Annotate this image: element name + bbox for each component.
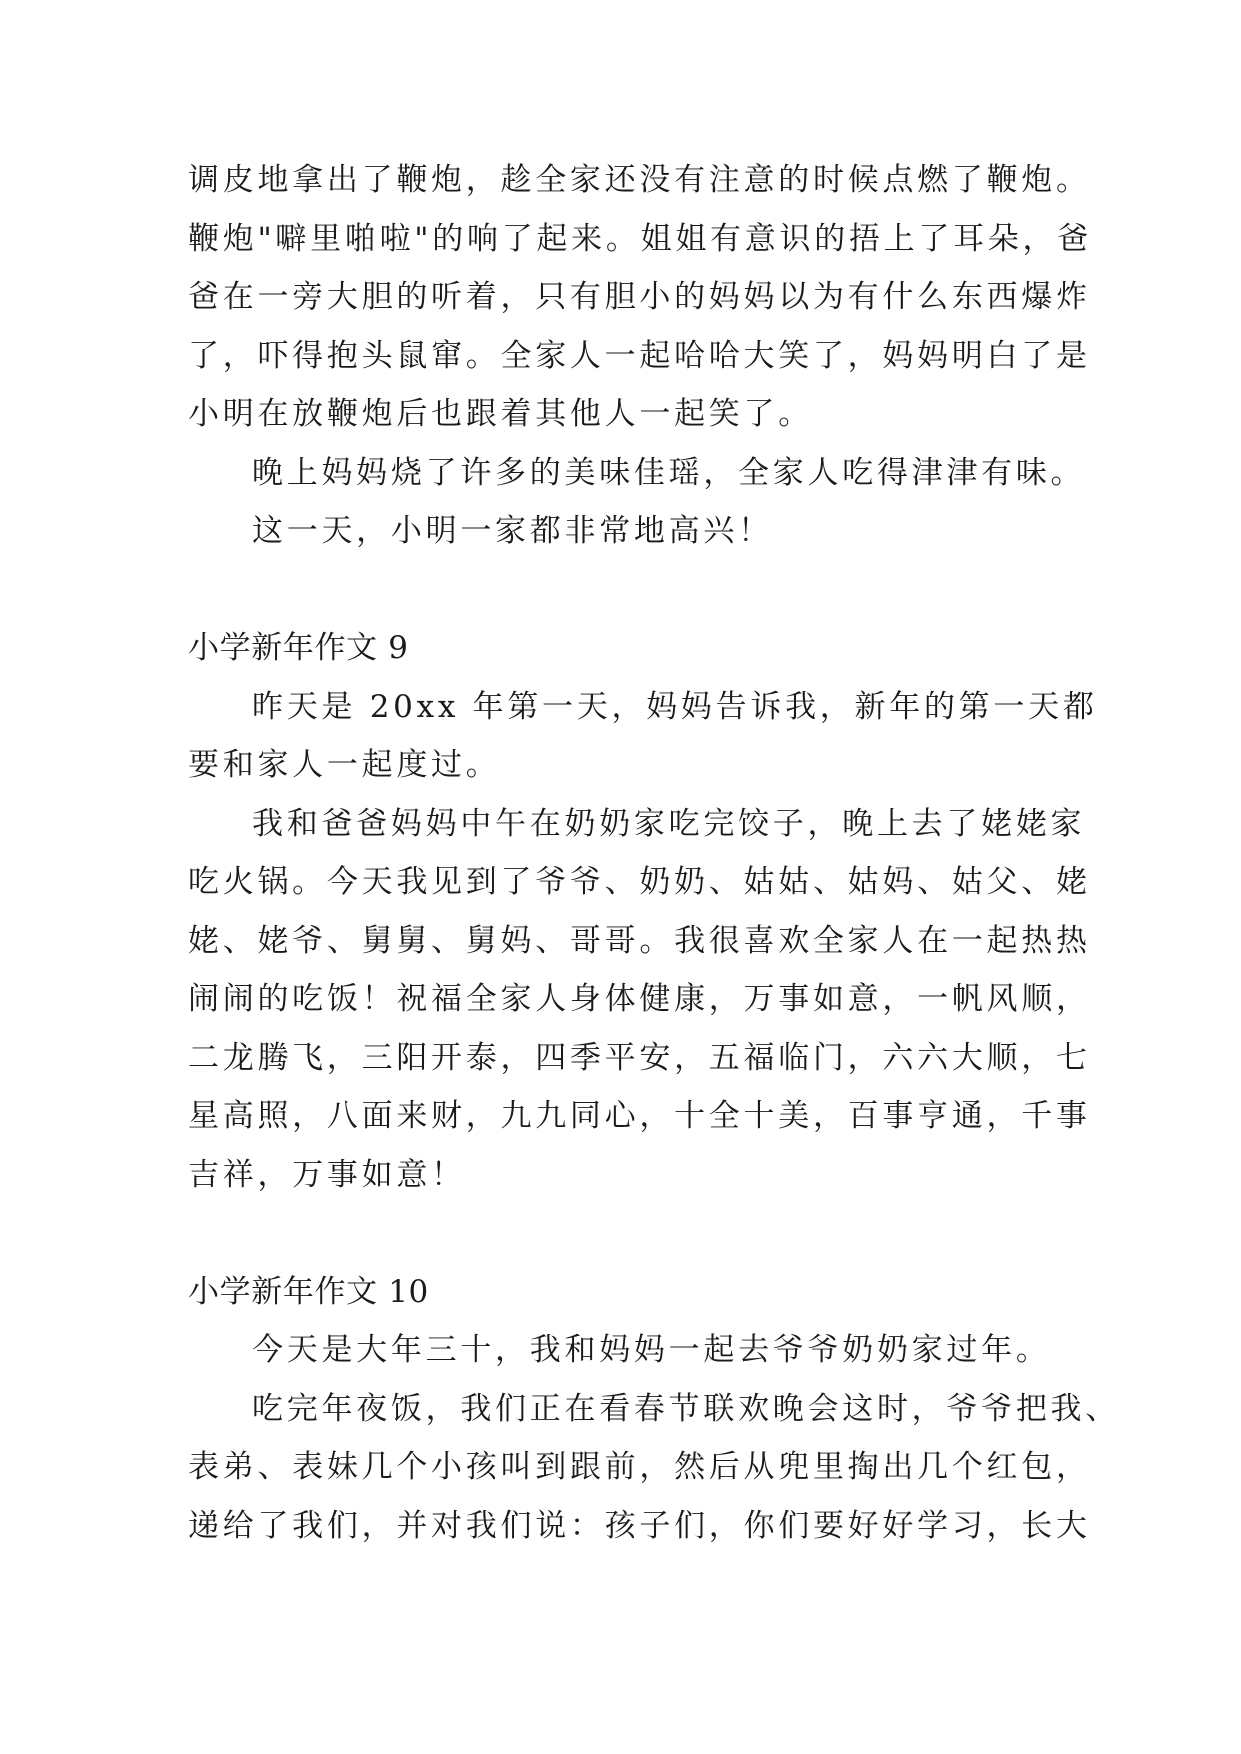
document-page: [188, 160, 1120, 1564]
text-line: 这一天，小明一家都非常地高兴！: [252, 513, 773, 549]
text-line: 吉祥，万事如意！: [188, 1156, 466, 1193]
text-line: 吃火锅。今天我见到了爷爷、奶奶、姑姑、姑妈、姑父、姥: [188, 864, 1091, 900]
paragraph: [188, 687, 1098, 804]
paragraph: [188, 804, 1091, 1214]
section-gap: [188, 1213, 1068, 1272]
paragraph: [188, 511, 1068, 570]
section-heading: 小学新年作文 10: [188, 1273, 429, 1310]
paragraph: [188, 1389, 1120, 1565]
text-line: 我和爸爸妈妈中午在奶奶家吃完饺子，晚上去了姥姥家: [252, 805, 1086, 842]
text-line: 闹闹的吃饭！祝福全家人身体健康，万事如意，一帆风顺，: [188, 981, 1091, 1017]
text-line: 表弟、表妹几个小孩叫到跟前，然后从兜里掏出几个红包，: [188, 1449, 1091, 1485]
text-line: 二龙腾飞，三阳开泰，四季平安，五福临门，六六大顺，七: [188, 1039, 1091, 1076]
text-line: 爸在一旁大胆的听着，只有胆小的妈妈以为有什么东西爆炸: [188, 279, 1091, 315]
text-line: 昨天是 20xx 年第一天，妈妈告诉我，新年的第一天都: [252, 688, 1098, 725]
text-line: 调皮地拿出了鞭炮，趁全家还没有注意的时候点燃了鞭炮。: [188, 162, 1091, 198]
text-line: 吃完年夜饭，我们正在看春节联欢晚会这时，爷爷把我、: [252, 1390, 1120, 1427]
section-heading: 小学新年作文 9: [188, 630, 409, 666]
text-line: 星高照，八面来财，九九同心，十全十美，百事亨通，千事: [188, 1098, 1091, 1134]
text-line: 小明在放鞭炮后也跟着其他人一起笑了。: [188, 396, 813, 432]
text-line: 要和家人一起度过。: [188, 747, 501, 783]
text-line: 今天是大年三十，我和妈妈一起去爷爷奶奶家过年。: [252, 1332, 1051, 1368]
text-line: 晚上妈妈烧了许多的美味佳瑶，全家人吃得津津有味。: [252, 454, 1086, 491]
text-line: 了，吓得抱头鼠窜。全家人一起哈哈大笑了，妈妈明白了是: [188, 337, 1091, 374]
paragraph: [188, 1330, 1068, 1389]
text-line: 鞭炮"噼里啪啦"的响了起来。姐姐有意识的捂上了耳朵，爸: [188, 220, 1092, 257]
paragraph: [188, 453, 1086, 512]
paragraph: [188, 160, 1092, 453]
text-line: 姥、姥爷、舅舅、舅妈、哥哥。我很喜欢全家人在一起热热: [188, 922, 1091, 959]
section-gap: [188, 570, 1068, 629]
text-line: 递给了我们，并对我们说：孩子们，你们要好好学习，长大: [188, 1507, 1091, 1544]
